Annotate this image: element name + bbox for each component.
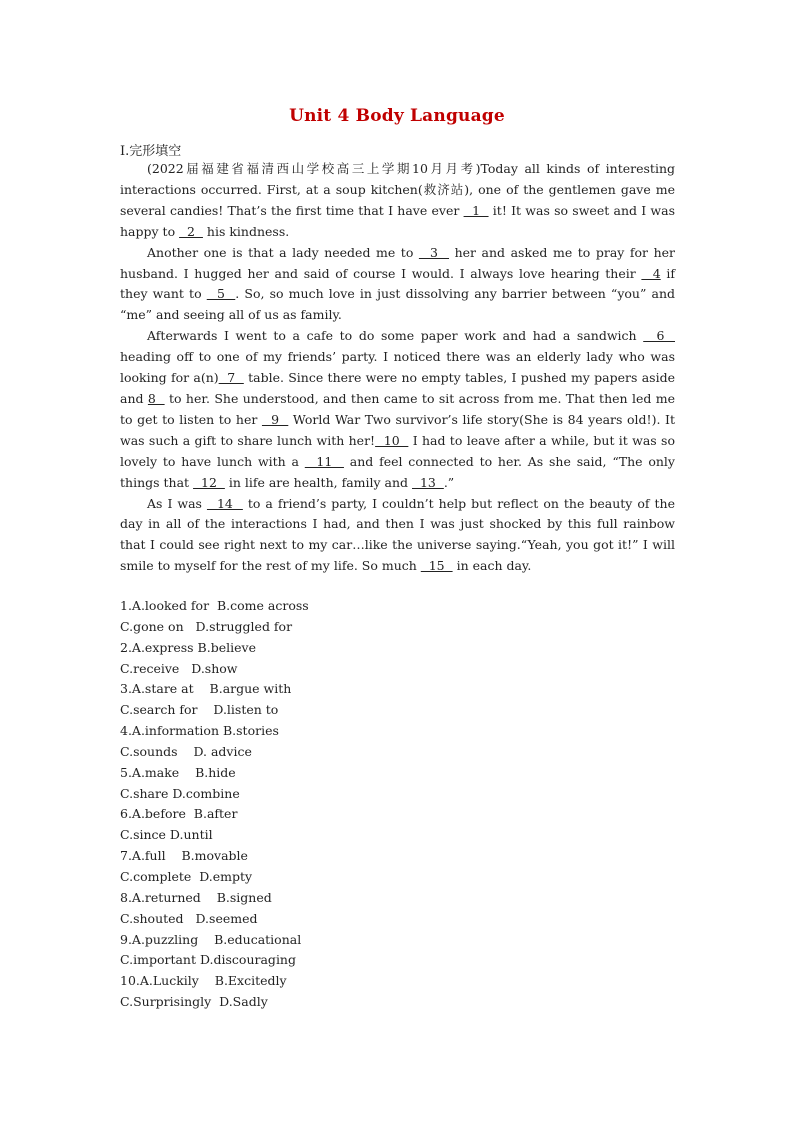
passage-paragraph bbox=[120, 159, 675, 243]
passage-text: to her. She understood, and then came to sit across from me. That then led me to get to listen to her bbox=[120, 390, 675, 427]
passage-body bbox=[120, 159, 675, 577]
passage-paragraph bbox=[120, 326, 675, 493]
option-line: 7.A.full B.movable bbox=[120, 848, 248, 864]
option-line: C.complete D.empty bbox=[120, 868, 253, 884]
option-line: C.sounds D. advice bbox=[120, 743, 252, 759]
passage-text: his kindness. bbox=[202, 223, 290, 239]
passage-text: World War Two survivor’s life story(She is 84 years old!). It was such a gift to share lunch with her! bbox=[120, 411, 675, 448]
passage-text: heading off to one of my friends’ party. I noticed there was an elderly lady who was looking for a(n) bbox=[120, 349, 675, 386]
passage-text: Afterwards I went to a cafe to do some paper work and had a sandwich bbox=[147, 328, 644, 344]
option-line: C.share D.combine bbox=[120, 785, 240, 801]
passage-text: to a friend’s party, I couldn’t help but reflect on the beauty of the day in all of the interactions I had, and then I was just shocked by this full rainbow that I could see right next to my car…like the universe saying.“Yeah, you got it!” I will smile to myself for the rest of my life. So much bbox=[120, 495, 675, 574]
answer-blank: 5 bbox=[206, 286, 236, 302]
passage-paragraph bbox=[120, 494, 675, 578]
passage-text: As I was bbox=[147, 495, 207, 511]
passage-text: .” bbox=[443, 474, 455, 490]
answer-blank: 13 bbox=[412, 474, 444, 490]
option-line: C.important D.discouraging bbox=[120, 952, 296, 968]
option-line: C.since D.until bbox=[120, 827, 213, 843]
passage-text: in each day. bbox=[452, 558, 532, 574]
passage-text: if they want to bbox=[120, 265, 675, 302]
passage-text: (2022届福建省福清西山学校高三上学期10月月考)Today all kinds of interesting interactions occurred. First, at a soup kitchen(救济站), one of the gentlemen gave me several candies! That’s the first time that I have ever bbox=[120, 161, 675, 218]
option-line: C.shouted D.seemed bbox=[120, 910, 258, 926]
option-line: 10.A.Luckily B.Excitedly bbox=[120, 973, 287, 989]
options-list bbox=[120, 596, 675, 1013]
answer-blank: 10 bbox=[375, 432, 409, 448]
answer-blank: 7 bbox=[218, 370, 244, 386]
option-line: 9.A.puzzling B.educational bbox=[120, 931, 302, 947]
option-line: C.Surprisingly D.Sadly bbox=[120, 994, 268, 1010]
passage-text: Another one is that a lady needed me to bbox=[147, 244, 419, 260]
passage-text: in life are health, family and bbox=[224, 474, 413, 490]
answer-blank: 3 bbox=[418, 244, 450, 260]
passage-paragraph bbox=[120, 243, 675, 327]
answer-blank: 8 bbox=[147, 390, 165, 406]
passage-text: . So, so much love in just dissolving any barrier between “you” and “me” and seeing all of us as family. bbox=[120, 286, 675, 323]
option-line: C.search for D.listen to bbox=[120, 702, 279, 718]
passage-text: it! It was so sweet and I was happy to bbox=[120, 202, 676, 239]
passage-text: and feel connected to her. As she said, “The only things that bbox=[120, 453, 675, 490]
option-line: 8.A.returned B.signed bbox=[120, 889, 272, 905]
section-heading: Ⅰ.完形填空 bbox=[120, 144, 182, 159]
option-line: C.receive D.show bbox=[120, 660, 238, 676]
option-line: 5.A.make B.hide bbox=[120, 764, 236, 780]
document-title: Unit 4 Body Language bbox=[289, 106, 505, 126]
answer-blank: 12 bbox=[193, 474, 225, 490]
passage-text: her and asked me to pray for her husband. I hugged her and said of course I would. I always love hearing their bbox=[120, 244, 675, 281]
passage-text: table. Since there were no empty tables, I pushed my papers aside and bbox=[120, 370, 675, 406]
answer-blank: 11 bbox=[304, 453, 344, 469]
option-line: 3.A.stare at B.argue with bbox=[120, 681, 292, 697]
option-line: 4.A.information B.stories bbox=[120, 723, 279, 739]
answer-blank: 15 bbox=[420, 558, 453, 574]
answer-blank: 14 bbox=[206, 495, 243, 511]
option-line: 2.A.express B.believe bbox=[120, 639, 256, 655]
option-line: 6.A.before B.after bbox=[120, 806, 238, 822]
answer-blank: 4 bbox=[641, 265, 661, 281]
answer-blank: 1 bbox=[463, 202, 489, 218]
option-line: C.gone on D.struggled for bbox=[120, 618, 293, 634]
option-line: 1.A.looked for B.come across bbox=[120, 598, 309, 613]
answer-blank: 2 bbox=[179, 223, 203, 239]
answer-blank: 9 bbox=[261, 411, 289, 427]
passage-text: I had to leave after a while, but it was so lovely to have lunch with a bbox=[120, 432, 676, 469]
answer-blank: 6 bbox=[643, 328, 675, 344]
